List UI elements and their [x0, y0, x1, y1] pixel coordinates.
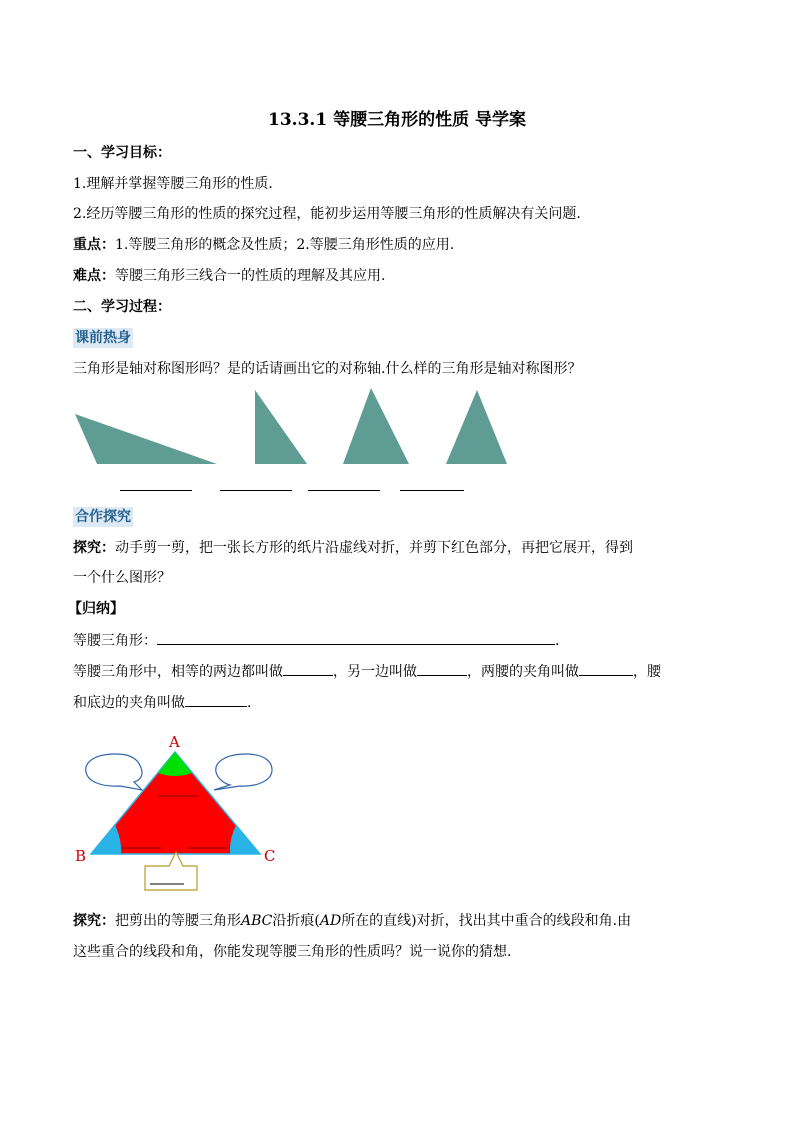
- explore1-text-a: 动手剪一剪，把一张长方形的纸片沿虚线对折，并剪下红色部分，再把它展开，得到: [115, 540, 633, 556]
- names-text-4: ，腰: [633, 664, 661, 680]
- section1-heading: 一、学习目标：: [73, 145, 171, 161]
- triangle-acute: [343, 388, 409, 464]
- explore2-line-2: 这些重合的线段和角，你能发现等腰三角形的性质吗？说一说你的猜想.: [73, 944, 512, 960]
- explore2-text-a1: 把剪出的等腰三角形: [115, 913, 241, 929]
- names-text-6: .: [247, 695, 252, 711]
- explore2-text-a2: 沿折痕(: [272, 913, 320, 929]
- answer-line-2[interactable]: [220, 490, 292, 491]
- answer-line-4[interactable]: [400, 490, 464, 491]
- section2-heading: 二、学习过程：: [73, 299, 171, 315]
- difficulty-text: 等腰三角形三线合一的性质的理解及其应用.: [115, 268, 386, 284]
- definition-line: [73, 630, 559, 651]
- answer-line-3[interactable]: [308, 490, 380, 491]
- explore2-label: 探究：: [73, 913, 115, 929]
- cooperative-tag: 合作探究: [75, 509, 131, 525]
- legs-blank[interactable]: [283, 661, 333, 676]
- key-label: 重点：: [73, 237, 115, 253]
- goal-1: 1.理解并掌握等腰三角形的性质.: [73, 176, 273, 192]
- vertex-a-label: A: [169, 733, 180, 751]
- summary-heading: 【归纳】: [68, 601, 124, 617]
- names-text-3: ，两腰的夹角叫做: [467, 664, 579, 680]
- names-line-1: [73, 661, 661, 682]
- explore1-line-2: 一个什么图形？: [73, 570, 171, 586]
- explore1-line-1: [73, 538, 633, 558]
- triangle-obtuse: [75, 414, 217, 464]
- names-line-2: [73, 692, 251, 713]
- apex-angle-blank[interactable]: [579, 661, 633, 676]
- speech-bubble-left: [86, 754, 142, 790]
- base-blank[interactable]: [417, 661, 467, 676]
- explore2-ad: AD: [319, 913, 342, 929]
- difficulty-label: 难点：: [73, 268, 115, 284]
- speech-bubble-right: [214, 754, 272, 790]
- key-text: 1.等腰三角形的概念及性质；2.等腰三角形性质的应用.: [115, 237, 455, 253]
- answer-line-1[interactable]: [120, 490, 192, 491]
- page-title: 13.3.1 等腰三角形的性质 导学案: [268, 110, 526, 130]
- vertex-c-label: C: [264, 847, 276, 865]
- explore2-line-1: [73, 911, 631, 931]
- base-angle-blank[interactable]: [185, 692, 247, 707]
- names-text-1: 等腰三角形中，相等的两边都叫做: [73, 664, 283, 680]
- base-angle-c-mark: [230, 825, 260, 854]
- explore2-text-a3: 所在的直线)对折，找出其中重合的线段和角.由: [341, 913, 632, 929]
- triangle-isosceles: [446, 390, 507, 464]
- base-angle-b-mark: [91, 825, 121, 854]
- triangle-right: [255, 390, 307, 464]
- warmup-question: 三角形是轴对称图形吗？是的话请画出它的对称轴.什么样的三角形是轴对称图形？: [73, 361, 582, 377]
- goal-2: 2.经历等腰三角形的性质的探究过程，能初步运用等腰三角形的性质解决有关问题.: [73, 206, 581, 222]
- definition-blank[interactable]: [157, 630, 555, 645]
- names-text-2: ，另一边叫做: [333, 664, 417, 680]
- definition-label: 等腰三角形：: [73, 633, 157, 649]
- definition-end: .: [555, 633, 560, 649]
- apex-angle-mark: [158, 752, 192, 776]
- names-text-5: 和底边的夹角叫做: [73, 695, 185, 711]
- warmup-tag: 课前热身: [75, 330, 131, 346]
- explore2-abc: ABC: [241, 913, 273, 929]
- labeled-isosceles-figure: [75, 733, 275, 890]
- vertex-b-label: B: [75, 847, 87, 865]
- explore1-label: 探究：: [73, 540, 115, 556]
